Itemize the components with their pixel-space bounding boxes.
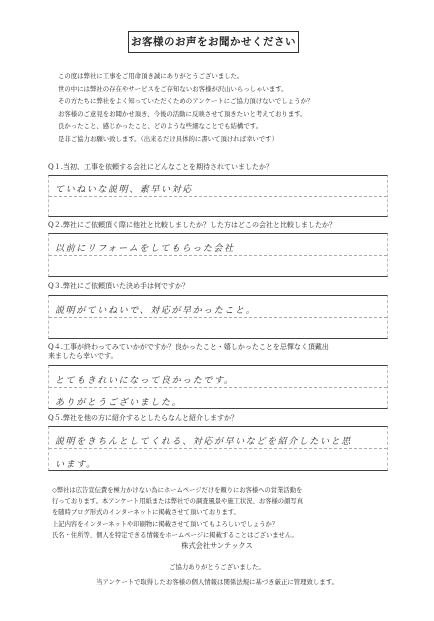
answer-1-line-1: ていねいな説明、素早い対応 [55,185,193,195]
question-4-line-1: Q４.工事が終わってみていかがですか？良かったこと・嬉しかったことを忌憚なく頂戴出 [48,343,329,351]
footer-thanks: ご協力ありがとうございました。 [169,563,265,571]
notes [52,485,392,541]
question-3: Q３.弊社にご依頼頂いた決め手は何ですか？ [48,282,189,290]
answer-5-line-1: 説明をきちんとしてくれる、対応が早いなどを紹介したいと思 [55,437,352,447]
intro-line: 良かったこと、感じかったこと、どのような些細なことでも結構です。 [58,122,262,131]
answer-box-4 [48,365,388,409]
notes-line: 上記内容をインターネットや印刷物に掲載させて頂いてもよろしいでしょうか？ [52,520,279,528]
question-1: Q１.当初、工事を依頼する会社にどんなことを期待されていましたか？ [48,163,273,171]
question-4-line-2: 来ましたら幸いです。 [48,352,118,360]
question-2: Q２.弊社にご依頼頂く際に他社と比較しましたか？した方はどこの会社と比較しましたか？ [48,221,336,229]
intro-line: 是非ご協力お願い致します。（出来るだけ具体的に書いて頂ければ幸いです） [58,134,278,143]
question-5: Q５.弊社を他の方に紹介するとしたらなんと紹介しますか？ [48,414,238,422]
answer-3-line-1: 説明がていねいで、対応が早かったこと。 [55,306,257,316]
footer-privacy: 当アンケートで取得したお客様の個人情報は関係法規に基づき厳正に管理致します。 [96,578,338,586]
answer-2-line-1: 以前にリフォームをしてもらった会社 [55,244,235,254]
answer-box-1 [48,175,388,217]
intro-line: その方たちに弊社をよく知っていただくためのアンケートにご協力頂けないでしょうか？ [58,97,314,106]
intro-line: お客様のご意見をお聞かせ頂き、今後の活動に反映させて頂きたいと考えております。 [58,109,307,118]
notes-line: 氏名・住所等、個人を特定できる情報をホームページに掲載することはございません。 [52,531,298,539]
answer-4-line-2: ありがとうございました。 [55,398,183,408]
answer-4-line-1: とてもきれいになって良かったです。 [55,376,235,386]
question-4 [48,343,388,361]
notes-line: 行っております。本アンケート用紙または弊社での調査風景や施工状況、お客様の顔写真 [52,498,303,506]
page-title: お客様のお声をお聞かせください [128,31,299,53]
notes-line: を随時ブログ形式のインターネットに掲載させて頂いております。 [52,509,240,517]
intro-line: この度は弊社に工事をご用命頂き誠にありがとうございました。 [58,72,244,80]
answer-5-line-2: います。 [55,460,97,470]
answer-box-5 [48,426,388,471]
intro-text [58,70,388,146]
answer-box-2 [48,233,388,277]
notes-line: ◇弊社は広告宣伝費を極力かけない為にホームページだけを頼りにお客様への営業活動を [52,487,303,494]
intro-line: 世の中には弊社の存在やサービスをご存知ないお客様が沢山いらっしゃいます。 [58,84,288,93]
company-name: 株式会社サンテックス [181,541,253,550]
answer-box-3 [48,295,388,339]
